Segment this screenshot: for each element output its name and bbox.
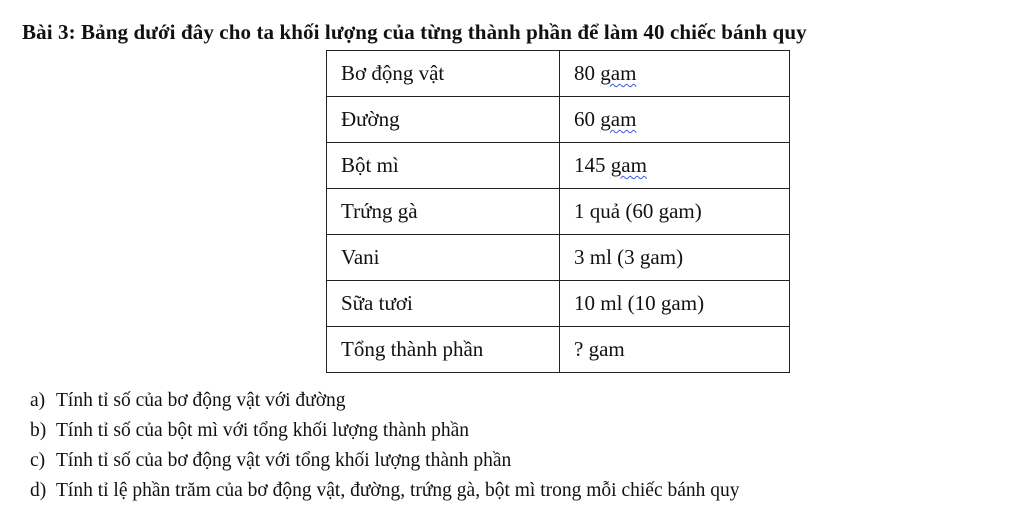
ingredient-name: Trứng gà [327,189,560,235]
ingredient-amount: 145 gam [560,143,790,189]
question-item [30,446,740,476]
question-letter: c) [30,450,46,471]
table-row-total [327,327,790,373]
question-item [30,476,740,506]
question-letter: d) [30,480,47,501]
ingredient-amount: 60 gam [560,97,790,143]
ingredient-name: Tổng thành phần [327,327,560,373]
table-row [327,235,790,281]
table-row [327,189,790,235]
question-text: Tính tỉ số của bơ động vật với tổng khối lượng thành phần [56,450,512,471]
ingredient-table [326,50,790,373]
table-row [327,281,790,327]
question-item [30,416,740,446]
ingredient-name: Bơ động vật [327,51,560,97]
ingredient-name: Sữa tươi [327,281,560,327]
ingredient-amount: 3 ml (3 gam) [560,235,790,281]
table-row [327,143,790,189]
question-letter: a) [30,390,46,411]
question-text: Tính tỉ số của bơ động vật với đường [56,390,346,411]
ingredient-name: Bột mì [327,143,560,189]
ingredient-amount: 80 gam [560,51,790,97]
ingredient-amount: ? gam [560,327,790,373]
ingredient-amount: 1 quả (60 gam) [560,189,790,235]
question-letter: b) [30,420,47,441]
question-text: Tính tỉ lệ phần trăm của bơ động vật, đường, trứng gà, bột mì trong mỗi chiếc bánh quy [56,480,740,501]
table-row [327,97,790,143]
question-list [30,386,740,506]
table-row [327,51,790,97]
exercise-title: Bài 3: Bảng dưới đây cho ta khối lượng của từng thành phần để làm 40 chiếc bánh quy [22,20,807,44]
unit-spellcheck-underline: gam [610,153,647,177]
unit-spellcheck-underline: gam [600,107,637,131]
ingredient-amount: 10 ml (10 gam) [560,281,790,327]
ingredient-name: Đường [327,97,560,143]
question-text: Tính tỉ số của bột mì với tổng khối lượng thành phần [56,420,470,441]
question-item [30,386,740,416]
ingredient-name: Vani [327,235,560,281]
unit-spellcheck-underline: gam [600,61,637,85]
